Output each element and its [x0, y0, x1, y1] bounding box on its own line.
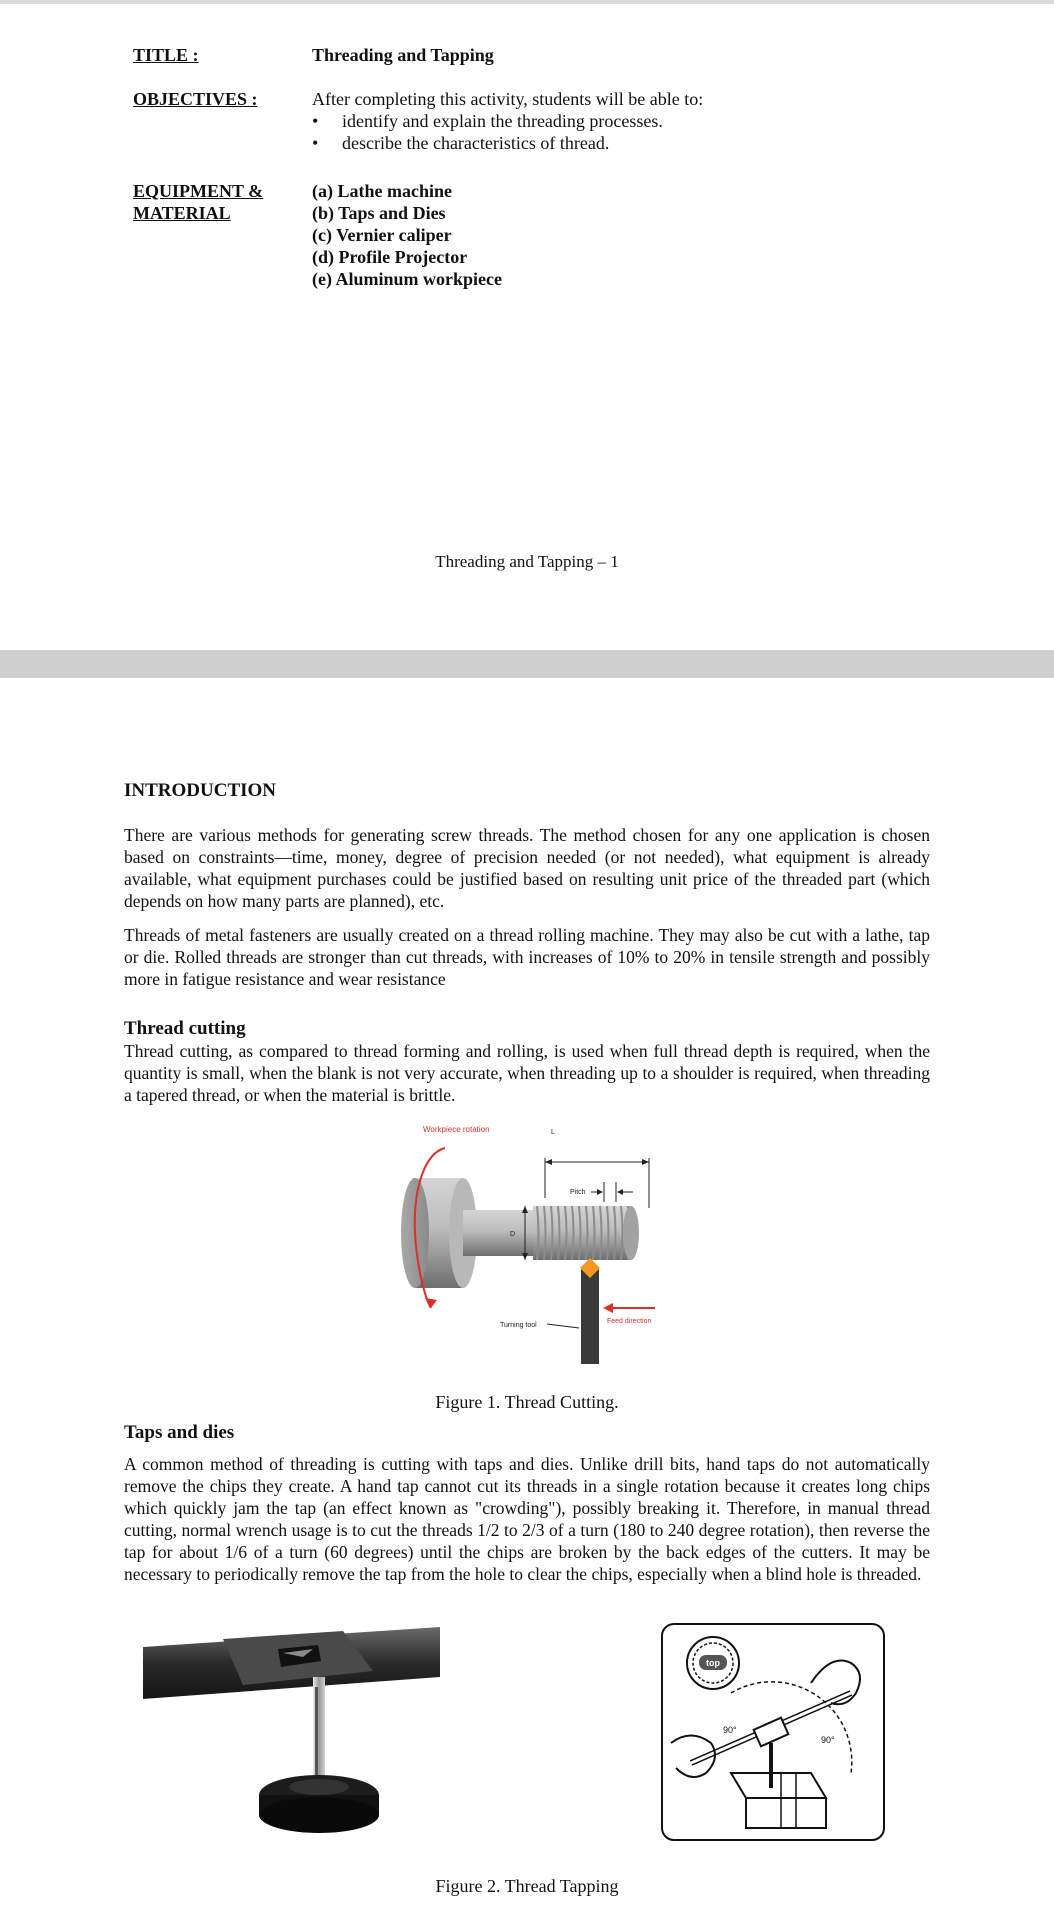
taps-and-dies-heading: Taps and dies — [124, 1422, 235, 1443]
workpiece-rotation-label: Workpiece rotation — [423, 1125, 490, 1134]
equipment-item: (a) Lathe machine — [312, 181, 452, 201]
equipment-item: (c) Vernier caliper — [312, 225, 452, 245]
title-value: Threading and Tapping — [312, 45, 494, 65]
title-label: TITLE : — [133, 45, 199, 65]
objectives-list — [312, 110, 703, 154]
thread-cutting-heading: Thread cutting — [124, 1018, 246, 1039]
objective-item: • describe the characteristics of thread. — [312, 132, 703, 154]
angle-label-right: 90° — [821, 1735, 835, 1745]
equipment-label-line-1: EQUIPMENT & — [133, 181, 264, 201]
figure-2-caption: Figure 2. Thread Tapping — [435, 1876, 619, 1896]
thread-cutting-figure — [395, 1118, 675, 1368]
page-1 — [0, 0, 1054, 650]
introduction-paragraph-1: There are various methods for generating screw threads. The method chosen for any one application is chosen based on constraints—time, money, degree of precision needed (or not needed), what equipment is already available, what equipment purchases could be justified based on resulting unit price of the threaded part (which depends on how many parts are planned), etc. — [124, 825, 930, 911]
tap-wrench-photo — [143, 1627, 440, 1834]
objectives-intro: After completing this activity, students will be able to: — [312, 89, 704, 109]
equipment-list — [312, 180, 502, 290]
threaded-section — [533, 1206, 639, 1260]
turning-tool — [580, 1258, 600, 1364]
objectives-block — [312, 88, 703, 154]
turning-tool-label: Turning tool — [500, 1322, 537, 1329]
tapping-diagram — [661, 1623, 885, 1841]
introduction-paragraph-2: Threads of metal fasteners are usually created on a thread rolling machine. They may also be cut with a lathe, tap or die. Rolled threads are stronger than cut threads, with increases of 10% to 20% in tensile strength and possibly more in fatigue resistance and wear resistance — [124, 925, 930, 989]
pitch-label: Pitch — [570, 1189, 586, 1196]
objective-item: • identify and explain the threading processes. — [312, 110, 703, 132]
length-label: L — [551, 1129, 555, 1136]
page-2 — [0, 678, 1054, 1920]
figure-1-caption: Figure 1. Thread Cutting. — [435, 1392, 619, 1412]
objectives-label: OBJECTIVES : — [133, 89, 258, 109]
taps-and-dies-paragraph: A common method of threading is cutting with taps and dies. Unlike drill bits, hand taps do not automatically remove the chips they create. A hand tap cannot cut its threads in a single rotation because it creates long chips which quickly jam the tap (an effect known as "crowding"), possibly breaking it. Therefore, in manual thread cutting, normal wrench usage is to cut the threads 1/2 to 2/3 of a turn (180 to 240 degree rotation), then reverse the tap for about 1/6 of a turn (60 degrees) until the chips are broken by the back edges of the cutters. It may be necessary to periodically remove the tap from the hole to clear the chips, especially when a blind hole is threaded. — [124, 1454, 930, 1584]
page-separator — [0, 650, 1054, 678]
equipment-label-line-2: MATERIAL — [133, 203, 231, 223]
top-label: top — [706, 1658, 720, 1668]
thread-cutting-paragraph: Thread cutting, as compared to thread forming and rolling, is used when full thread depth is required, when the quantity is small, when the blank is not very accurate, when threading up to a shoulder is required, when threading a tapered thread, or when the material is brittle. — [124, 1041, 930, 1105]
equipment-item: (e) Aluminum workpiece — [312, 269, 502, 289]
page-footer: Threading and Tapping – 1 — [435, 552, 619, 571]
diameter-label: D — [510, 1231, 516, 1238]
feed-direction-label: Feed direction — [607, 1318, 652, 1325]
workpiece-shaft — [463, 1210, 533, 1256]
angle-label-left: 90° — [723, 1725, 737, 1735]
introduction-heading: INTRODUCTION — [124, 780, 277, 801]
equipment-item: (d) Profile Projector — [312, 247, 468, 267]
equipment-item: (b) Taps and Dies — [312, 203, 446, 223]
equipment-label — [133, 180, 263, 224]
